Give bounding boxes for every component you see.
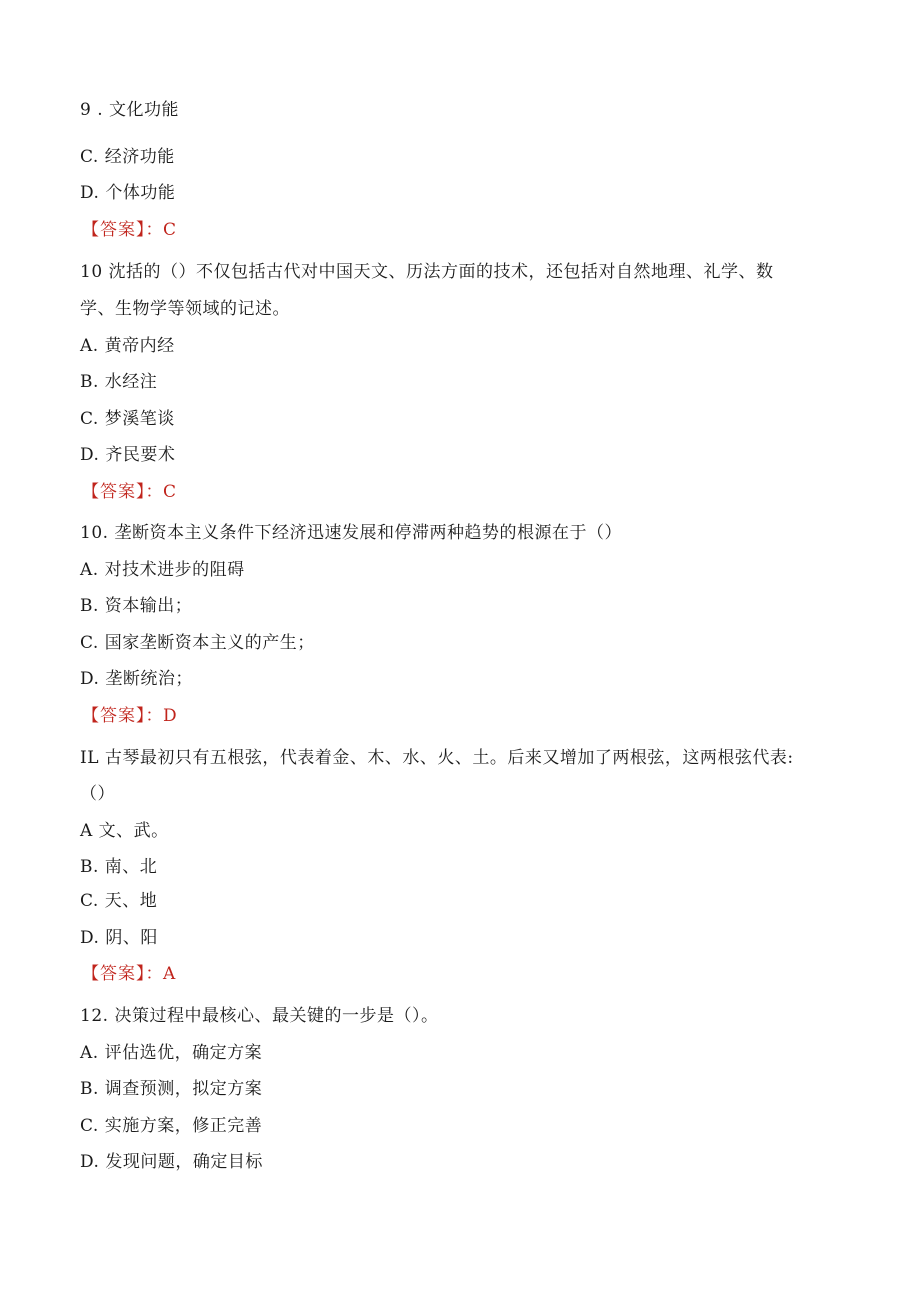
option-b: B. 调查预测，拟定方案: [80, 1079, 263, 1099]
option-b: B. 资本输出；: [80, 596, 193, 616]
option-a: A. 对技术进步的阻碍: [80, 560, 245, 580]
option-d: D. 齐民要术: [80, 445, 176, 465]
option-c: C. 梦溪笔谈: [80, 409, 175, 429]
option-d: D. 垄断统治；: [80, 669, 193, 689]
option-c: C. 经济功能: [80, 147, 175, 167]
answer-value: C: [163, 482, 177, 502]
answer-label: 【答案】: [82, 706, 146, 726]
answer-separator: ：: [145, 706, 163, 726]
option-d: D. 阴、阳: [80, 928, 158, 948]
option-d: D. 个体功能: [80, 183, 176, 203]
answer-line: [82, 219, 177, 241]
option-c: C. 国家垄断资本主义的产生；: [80, 633, 315, 653]
answer-value: A: [163, 964, 176, 984]
option-b: B. 水经注: [80, 372, 158, 392]
answer-separator: ：: [145, 964, 163, 984]
question-9-option: 9 . 文化功能: [80, 100, 180, 120]
answer-label: 【答案】: [82, 220, 146, 240]
question-10-stem-cont: 学、生物学等领域的记述。: [80, 299, 290, 319]
question-10b-stem: 10. 垄断资本主义条件下经济迅速发展和停滞两种趋势的根源在于（）: [80, 523, 622, 543]
question-11-stem: IL 古琴最初只有五根弦，代表着金、木、水、火、土。后来又增加了两根弦，这两根弦代表:: [80, 748, 794, 768]
question-12-stem: 12. 决策过程中最核心、最关键的一步是（）。: [80, 1006, 439, 1026]
option-d: D. 发现问题，确定目标: [80, 1152, 263, 1172]
option-b: B. 南、北: [80, 857, 158, 877]
answer-separator: ：: [145, 220, 163, 240]
answer-value: D: [163, 706, 178, 726]
question-11-stem-cont: （）: [80, 784, 115, 804]
answer-line: [82, 963, 176, 985]
answer-label: 【答案】: [82, 482, 146, 502]
answer-value: C: [163, 220, 177, 240]
option-c: C. 天、地: [80, 891, 158, 911]
option-c: C. 实施方案，修正完善: [80, 1116, 263, 1136]
question-10-stem: 10 沈括的（）不仅包括古代对中国天文、历法方面的技术，还包括对自然地理、礼学、数: [80, 262, 774, 282]
option-a: A. 黄帝内经: [80, 336, 175, 356]
answer-line: [82, 705, 177, 727]
answer-label: 【答案】: [82, 964, 146, 984]
answer-separator: ：: [145, 482, 163, 502]
answer-line: [82, 481, 177, 503]
option-a: A. 评估选优，确定方案: [80, 1043, 263, 1063]
option-a: A 文、武。: [80, 821, 169, 841]
